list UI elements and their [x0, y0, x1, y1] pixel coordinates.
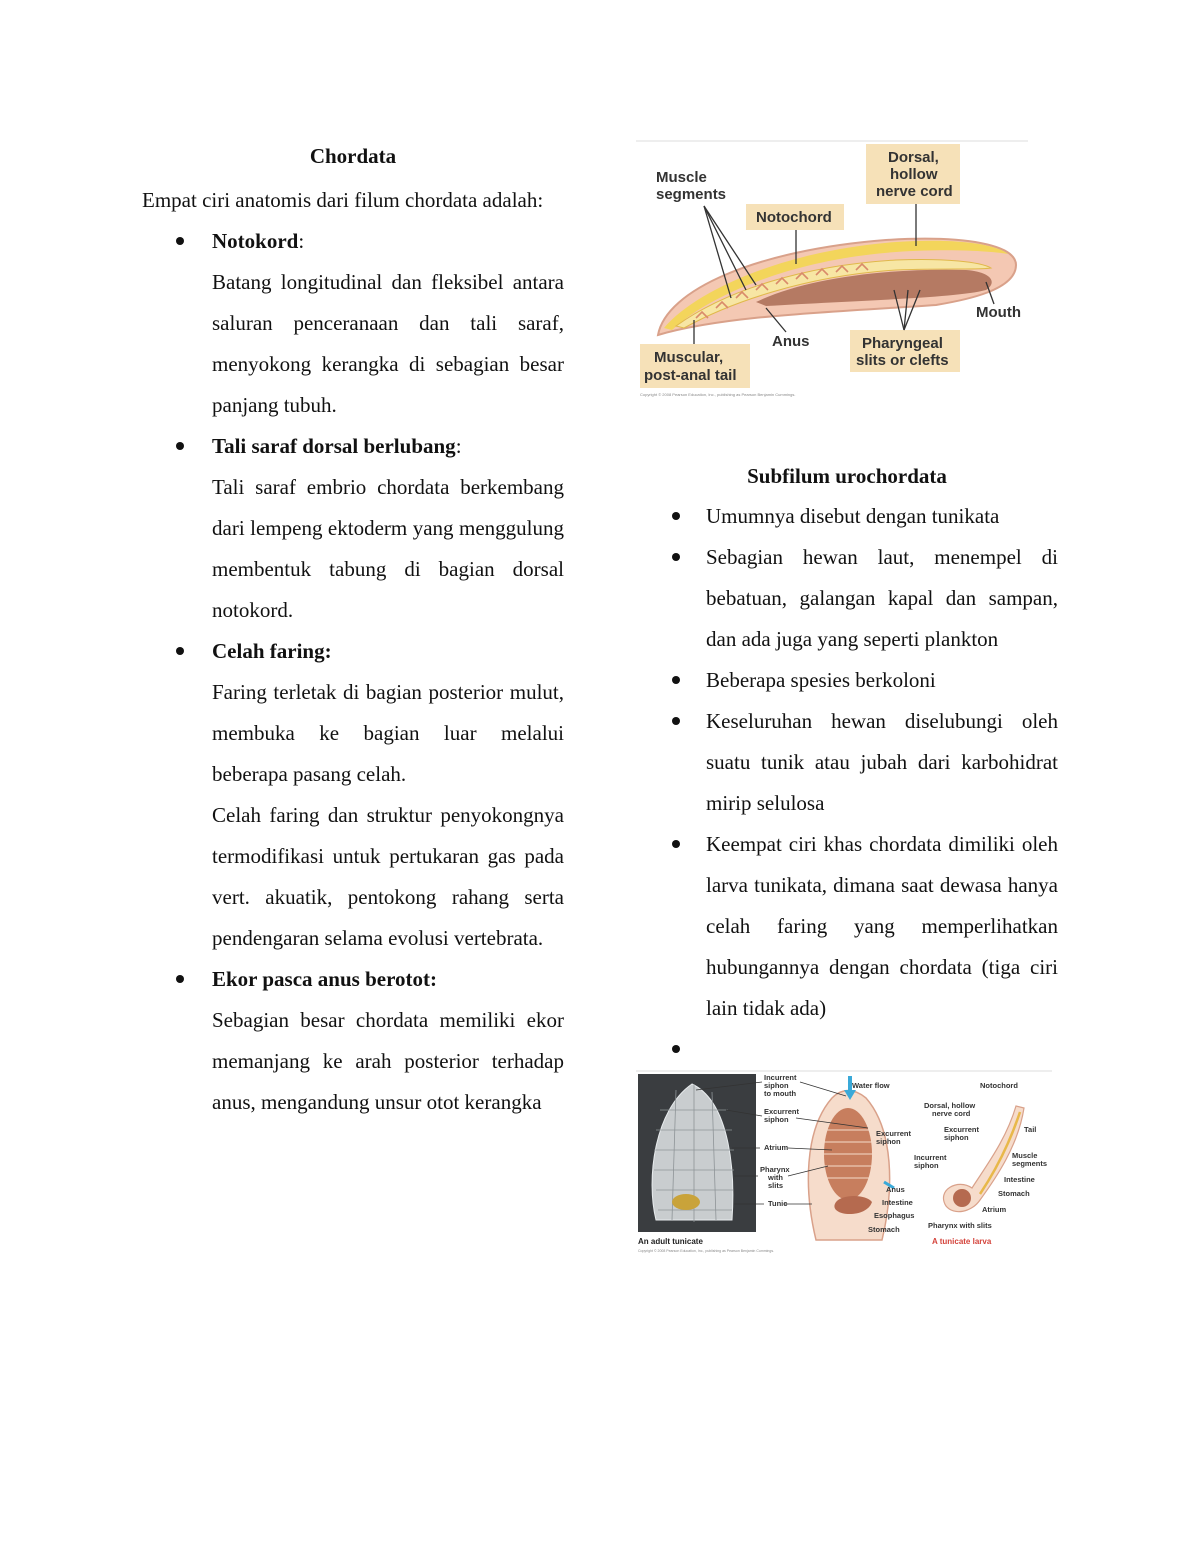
item-head: Notokord — [212, 229, 299, 253]
label-excurrent2-1: Excurrent — [876, 1129, 912, 1138]
right-column — [636, 140, 1058, 1256]
label-tail-1: Muscular, — [654, 349, 724, 366]
label-larva-muscle-2: segments — [1012, 1159, 1048, 1168]
list-item-empty — [636, 1029, 1058, 1070]
label-incurrent-1: Incurrent — [764, 1073, 797, 1082]
label-pharyngeal-2: slits or clefts — [856, 352, 949, 369]
label-pharyngeal-1: Pharyngeal — [862, 335, 943, 352]
list-item-notokord — [142, 221, 564, 426]
label-larva-dorsal-2: nerve cord — [932, 1109, 971, 1118]
feature-list — [142, 221, 564, 1123]
item-head: Celah faring: — [212, 639, 332, 663]
item-body: Faring terletak di bagian posterior mulut, membuka ke bagian luar melalui beberapa pasang celah. — [212, 680, 564, 786]
label-larva-dorsal-1: Dorsal, hollow — [924, 1101, 976, 1110]
list-item: Keempat ciri khas chordata dimiliki oleh larva tunikata, dimana saat dewasa hanya celah faring yang memperlihatkan hubungannya dengan chordata (tiga ciri lain tidak ada) — [636, 824, 1058, 1029]
label-larva-notochord: Notochord — [980, 1081, 1018, 1090]
list-item: Sebagian hewan laut, menempel di bebatuan, galangan kapal dan sampan, dan ada juga yang seperti plankton — [636, 537, 1058, 660]
label-larva-incurrent-2: siphon — [914, 1161, 939, 1170]
label-larva-intestine: Intestine — [1004, 1175, 1035, 1184]
label-mouth: Mouth — [976, 304, 1021, 321]
larva-caption: A tunicate larva — [932, 1237, 992, 1246]
label-atrium: Atrium — [764, 1143, 789, 1152]
label-larva-pharynx: Pharynx with slits — [928, 1221, 992, 1230]
list-item-tali-saraf — [142, 426, 564, 631]
label-larva-incurrent-1: Incurrent — [914, 1153, 947, 1162]
label-stomach: Stomach — [868, 1225, 900, 1234]
label-anus: Anus — [886, 1185, 905, 1194]
list-item: Umumnya disebut dengan tunikata — [636, 496, 1058, 537]
urochordata-list — [636, 496, 1058, 1070]
label-pharynx-3: slits — [768, 1181, 784, 1190]
item-body: Batang longitudinal dan fleksibel antara saluran penceranaan dan tali saraf, menyokong kerangka di sebagian besar panjang tubuh. — [212, 270, 564, 417]
label-larva-muscle-1: Muscle — [1012, 1151, 1038, 1160]
item-head: Ekor pasca anus berotot: — [212, 967, 438, 991]
label-larva-atrium: Atrium — [982, 1205, 1007, 1214]
label-pharynx-2: with — [768, 1173, 783, 1182]
label-muscle-1: Muscle — [656, 169, 707, 186]
chordate-anatomy-figure — [636, 140, 1028, 402]
label-larva-tail: Tail — [1024, 1125, 1037, 1134]
copyright-text: Copyright © 2008 Pearson Education, Inc., publishing as Pearson Benjamin Cummings. — [640, 392, 796, 397]
intro-paragraph: Empat ciri anatomis dari filum chordata adalah: — [142, 188, 544, 212]
label-dorsal-3: nerve cord — [876, 183, 953, 200]
label-dorsal-1: Dorsal, — [888, 149, 939, 166]
label-dorsal-2: hollow — [890, 166, 938, 183]
item-head: Tali saraf dorsal berlubang — [212, 434, 456, 458]
label-water-flow: Water flow — [852, 1081, 890, 1090]
label-incurrent-2: siphon — [764, 1081, 789, 1090]
adult-caption: An adult tunicate — [638, 1237, 703, 1246]
label-anus: Anus — [772, 333, 810, 350]
label-larva-excurrent-2: siphon — [944, 1133, 969, 1142]
label-pharynx-1: Pharynx — [760, 1165, 790, 1174]
chordata-title: Chordata — [309, 144, 397, 168]
item-colon: : — [455, 434, 462, 458]
left-column — [142, 140, 564, 1123]
label-excurrent-1: Excurrent — [764, 1107, 800, 1116]
label-larva-stomach: Stomach — [998, 1189, 1030, 1198]
label-intestine: Intestine — [882, 1198, 913, 1207]
label-tail-2: post-anal tail — [644, 367, 737, 384]
list-item-ekor — [142, 959, 564, 1123]
copyright-text: Copyright © 2008 Pearson Education, Inc., publishing as Pearson Benjamin Cummings. — [638, 1249, 775, 1253]
item-body: Sebagian besar chordata memiliki ekor memanjang ke arah posterior terhadap anus, mengandung unsur otot kerangka — [212, 1008, 564, 1114]
label-larva-excurrent-1: Excurrent — [944, 1125, 980, 1134]
item-colon: : — [298, 229, 305, 253]
label-excurrent2-2: siphon — [876, 1137, 901, 1146]
label-muscle-2: segments — [656, 186, 727, 203]
label-notochord: Notochord — [756, 209, 832, 226]
label-esophagus: Esophagus — [874, 1211, 915, 1220]
label-tunic: Tunic — [768, 1199, 788, 1208]
item-body: Celah faring dan struktur penyokongnya termodifikasi untuk pertukaran gas pada vert. akuatik, pentokong rahang serta pendengaran selama evolusi vertebrata. — [212, 803, 564, 950]
tunicate-figure — [636, 1070, 1052, 1256]
urochordata-title: Subfilum urochordata — [747, 464, 947, 488]
item-body: Tali saraf embrio chordata berkembang dari lempeng ektoderm yang menggulung membentuk tabung di bagian dorsal notokord. — [212, 475, 564, 622]
label-excurrent-2: siphon — [764, 1115, 789, 1124]
list-item-celah-faring — [142, 631, 564, 959]
list-item: Beberapa spesies berkoloni — [636, 660, 1058, 701]
list-item: Keseluruhan hewan diselubungi oleh suatu tunik atau jubah dari karbohidrat mirip selulosa — [636, 701, 1058, 824]
label-incurrent-3: to mouth — [764, 1089, 797, 1098]
